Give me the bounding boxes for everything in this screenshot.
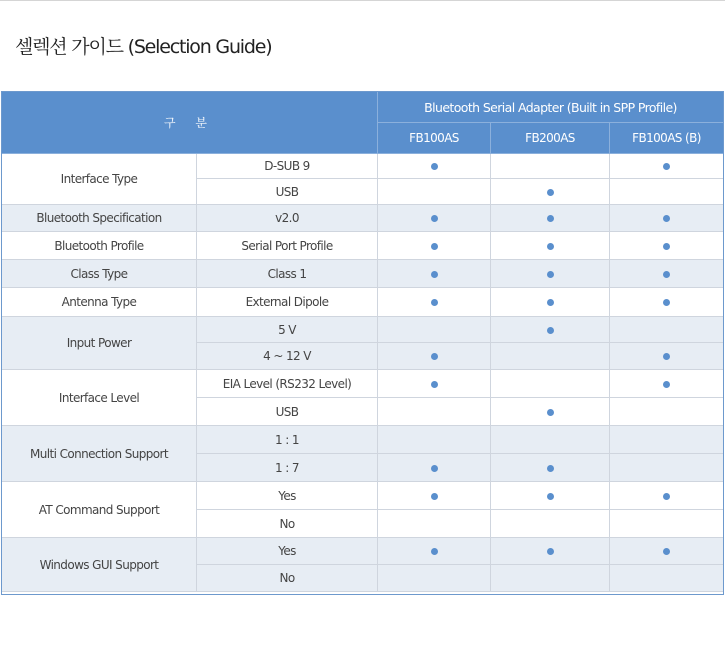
feature-bluetooth-specification: Bluetooth Specification (2, 205, 197, 232)
supported-dot-icon (431, 381, 438, 388)
support-cell (491, 343, 610, 370)
supported-dot-icon (547, 243, 554, 250)
support-cell (378, 343, 491, 370)
supported-dot-icon (431, 243, 438, 250)
support-cell (491, 288, 610, 317)
option-cell: Serial Port Profile (197, 232, 378, 260)
option-cell: No (197, 565, 378, 592)
support-cell (491, 398, 610, 426)
supported-dot-icon (547, 215, 554, 222)
category-header: 구 분 (2, 92, 378, 154)
supported-dot-icon (663, 493, 670, 500)
supported-dot-icon (431, 299, 438, 306)
support-cell (610, 510, 724, 538)
supported-dot-icon (663, 548, 670, 555)
support-cell (378, 482, 491, 510)
feature-class-type: Class Type (2, 260, 197, 288)
supported-dot-icon (547, 271, 554, 278)
top-divider (0, 0, 725, 1)
support-cell (378, 154, 491, 179)
selection-guide-table (1, 91, 724, 592)
feature-multi-connection-support: Multi Connection Support (2, 426, 197, 482)
supported-dot-icon (663, 353, 670, 360)
support-cell (610, 426, 724, 454)
supported-dot-icon (547, 465, 554, 472)
option-cell: 4 ~ 12 V (197, 343, 378, 370)
support-cell (610, 154, 724, 179)
option-cell: Class 1 (197, 260, 378, 288)
support-cell (378, 205, 491, 232)
supported-dot-icon (547, 299, 554, 306)
support-cell (610, 370, 724, 398)
supported-dot-icon (663, 381, 670, 388)
support-cell (491, 565, 610, 592)
model-header-fb200as: FB200AS (491, 123, 610, 154)
support-cell (378, 426, 491, 454)
option-cell: 5 V (197, 317, 378, 343)
support-cell (491, 538, 610, 565)
supported-dot-icon (547, 189, 554, 196)
support-cell (491, 205, 610, 232)
page-title: 셀렉션 가이드 (Selection Guide) (15, 36, 272, 58)
supported-dot-icon (431, 493, 438, 500)
supported-dot-icon (547, 327, 554, 334)
support-cell (378, 454, 491, 482)
feature-interface-level: Interface Level (2, 370, 197, 426)
support-cell (610, 482, 724, 510)
support-cell (491, 482, 610, 510)
support-cell (610, 179, 724, 205)
supported-dot-icon (431, 215, 438, 222)
supported-dot-icon (431, 353, 438, 360)
support-cell (610, 454, 724, 482)
support-cell (491, 260, 610, 288)
support-cell (378, 288, 491, 317)
support-cell (378, 370, 491, 398)
option-cell: No (197, 510, 378, 538)
support-cell (378, 260, 491, 288)
support-cell (610, 565, 724, 592)
support-cell (610, 398, 724, 426)
support-cell (491, 426, 610, 454)
option-cell: D-SUB 9 (197, 154, 378, 179)
support-cell (378, 565, 491, 592)
supported-dot-icon (663, 271, 670, 278)
option-cell: USB (197, 398, 378, 426)
support-cell (491, 454, 610, 482)
feature-at-command-support: AT Command Support (2, 482, 197, 538)
option-cell: 1 : 1 (197, 426, 378, 454)
supported-dot-icon (663, 243, 670, 250)
support-cell (378, 398, 491, 426)
support-cell (491, 179, 610, 205)
support-cell (491, 370, 610, 398)
support-cell (610, 538, 724, 565)
support-cell (610, 232, 724, 260)
feature-bluetooth-profile: Bluetooth Profile (2, 232, 197, 260)
product-group-header: Bluetooth Serial Adapter (Built in SPP Profile) (378, 92, 724, 123)
feature-antenna-type: Antenna Type (2, 288, 197, 317)
supported-dot-icon (547, 493, 554, 500)
support-cell (491, 232, 610, 260)
supported-dot-icon (547, 548, 554, 555)
support-cell (610, 260, 724, 288)
option-cell: EIA Level (RS232 Level) (197, 370, 378, 398)
option-cell: Yes (197, 538, 378, 565)
support-cell (378, 179, 491, 205)
supported-dot-icon (547, 409, 554, 416)
option-cell: Yes (197, 482, 378, 510)
support-cell (378, 510, 491, 538)
support-cell (491, 154, 610, 179)
supported-dot-icon (431, 163, 438, 170)
supported-dot-icon (431, 271, 438, 278)
supported-dot-icon (431, 465, 438, 472)
option-cell: External Dipole (197, 288, 378, 317)
feature-input-power: Input Power (2, 317, 197, 370)
support-cell (378, 317, 491, 343)
support-cell (378, 538, 491, 565)
model-header-fb100as-b: FB100AS (B) (610, 123, 724, 154)
support-cell (378, 232, 491, 260)
support-cell (610, 288, 724, 317)
supported-dot-icon (663, 163, 670, 170)
feature-interface-type: Interface Type (2, 154, 197, 205)
option-cell: USB (197, 179, 378, 205)
supported-dot-icon (431, 548, 438, 555)
support-cell (491, 510, 610, 538)
support-cell (610, 317, 724, 343)
supported-dot-icon (663, 299, 670, 306)
support-cell (610, 205, 724, 232)
support-cell (491, 317, 610, 343)
support-cell (610, 343, 724, 370)
feature-windows-gui-support: Windows GUI Support (2, 538, 197, 592)
supported-dot-icon (663, 215, 670, 222)
model-header-fb100as: FB100AS (378, 123, 491, 154)
option-cell: 1 : 7 (197, 454, 378, 482)
option-cell: v2.0 (197, 205, 378, 232)
